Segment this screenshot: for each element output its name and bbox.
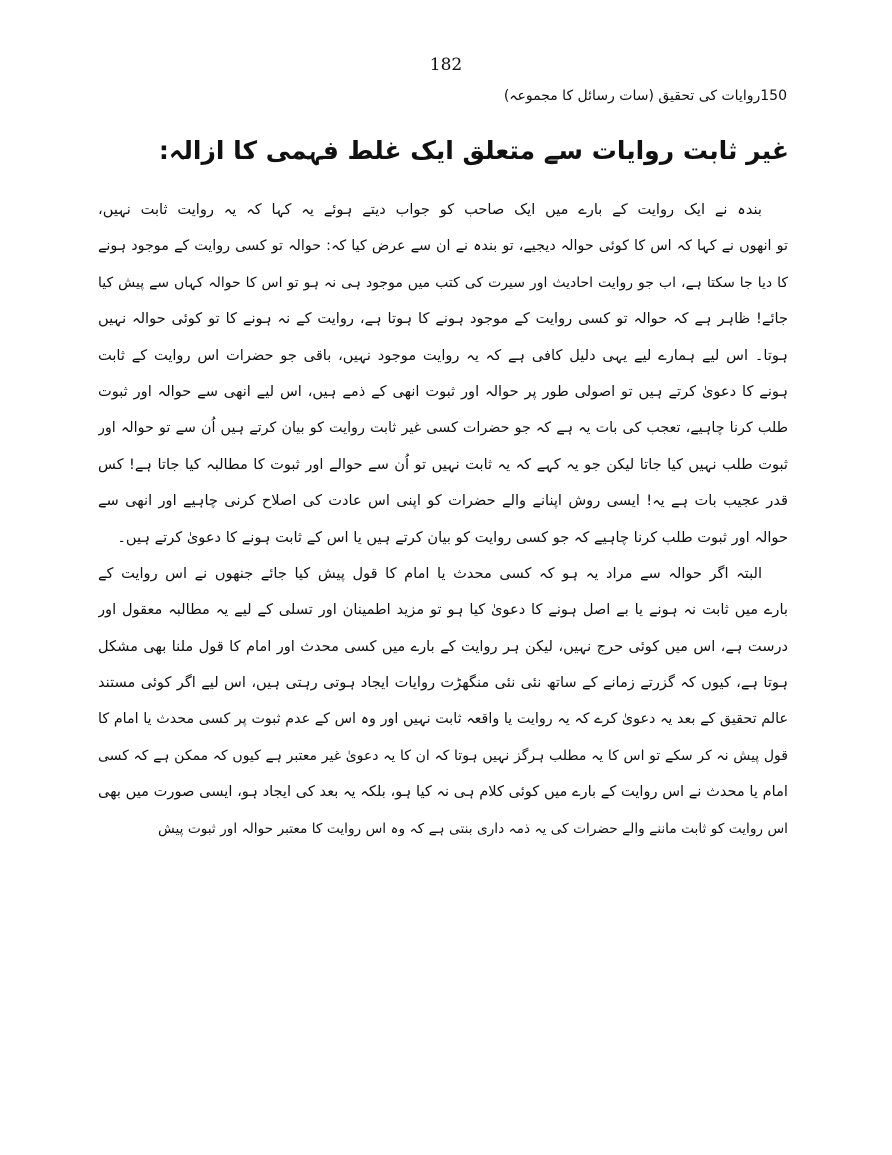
text-line: ہونے کا دعویٰ کرتے ہیں تو اصولی طور پر حوالہ اور ثبوت انھی کے ذمے ہیں، اس لیے انھی سے حوالہ اور ثبوت (98, 382, 788, 400)
text-line: عالم تحقیق کے بعد یہ دعویٰ کرے کہ یہ روایت یا واقعہ ثابت نہیں اور وہ اس کے عدم ثبوت پر کسی محدث یا امام کا (98, 711, 788, 728)
text-line: اس روایت کو ثابت ماننے والے حضرات کی یہ ذمہ داری بنتی ہے کہ وہ اس روایت کا معتبر حوالہ اور ثبوت پیش (158, 820, 788, 837)
running-header: 150روایات کی تحقیق (سات رسائل کا مجموعہ) (503, 88, 787, 104)
text-line: بارے میں ثابت نہ ہونے یا بے اصل ہونے کا دعویٰ کیا ہو تو مزید اطمینان اور تسلی کے لیے یہ مطالبہ معقول اور (98, 601, 788, 619)
text-line: ہوتا۔ اس لیے ہمارے لیے یہی دلیل کافی ہے کہ یہ روایت موجود نہیں، باقی جو حضرات اس روایت کے ثابت (98, 346, 788, 364)
text-line: امام یا محدث نے اس روایت کے بارے میں کوئی کلام ہی نہ کیا ہو، بلکہ یہ بعد کی ایجاد ہو، ایسی صورت میں بھی (98, 783, 788, 801)
text-line: البتہ اگر حوالہ سے مراد یہ ہو کہ کسی محدث یا امام کا قول پیش کیا جائے جنھوں نے اس روایت کے (98, 564, 762, 582)
text-line: حوالہ اور ثبوت طلب کرنا چاہیے کہ جو کسی روایت کو بیان کرتے ہیں یا اس کے ثابت ہونے کا دعویٰ کرتے ہیں۔ (117, 528, 788, 546)
page-number: 182 (429, 55, 463, 75)
text-line: کا دیا جا سکتا ہے، اب جو روایت احادیث اور سیرت کی کتب میں موجود ہی نہ ہو تو اس کا حوالہ کہاں سے پیش کیا (98, 274, 788, 291)
body-text (98, 192, 788, 847)
text-line: قول پیش نہ کر سکے تو اس کا یہ مطلب ہرگز نہیں ہوتا کہ ان کا یہ دعویٰ غیر معتبر ہے کیوں کہ ممکن ہے کہ کسی (98, 747, 788, 764)
text-line: ہوتا ہے، کیوں کہ گزرتے زمانے کے ساتھ نئی نئی منگھڑت روایات ایجاد ہوتی رہتی ہیں، اس لیے اگر کوئی مستند (98, 674, 788, 692)
text-line: جائے! ظاہر ہے کہ حوالہ تو کسی روایت کے موجود ہونے کا ہوتا ہے، روایت کے نہ ہونے کا تو کوئی حوالہ نہیں (98, 310, 788, 328)
text-line: بندہ نے ایک روایت کے بارے میں ایک صاحب کو جواب دیتے ہوئے یہ کہا کہ یہ روایت ثابت نہیں، (98, 201, 762, 218)
text-line: طلب کرنا چاہیے، تعجب کی بات یہ ہے کہ جو حضرات کسی غیر ثابت روایت کو بیان کرتے ہیں اُن سے تو حوالہ اور (98, 420, 788, 437)
text-line: درست ہے، اس میں کوئی حرج نہیں، لیکن ہر روایت کے بارے میں کسی محدث اور امام کا قول ملنا بھی مشکل (98, 637, 788, 655)
text-line: ثبوت طلب نہیں کیا جاتا لیکن جو یہ کہے کہ یہ ثابت نہیں تو اُن سے حوالے اور ثبوت کا مطالبہ کیا جاتا ہے! کس (98, 455, 788, 473)
section-heading: غیر ثابت روایات سے متعلق ایک غلط فہمی کا ازالہ: (158, 136, 789, 165)
text-line: قدر عجیب بات ہے یہ! ایسی روش اپنانے والے حضرات کو اپنی اس عادت کی اصلاح کرنی چاہیے اور انھی سے (98, 492, 788, 510)
text-line: تو انھوں نے کہا کہ اس کا کوئی حوالہ دیجیے، تو بندہ نے ان سے عرض کیا کہ: حوالہ تو کسی روایت کے موجود ہونے (98, 238, 788, 255)
